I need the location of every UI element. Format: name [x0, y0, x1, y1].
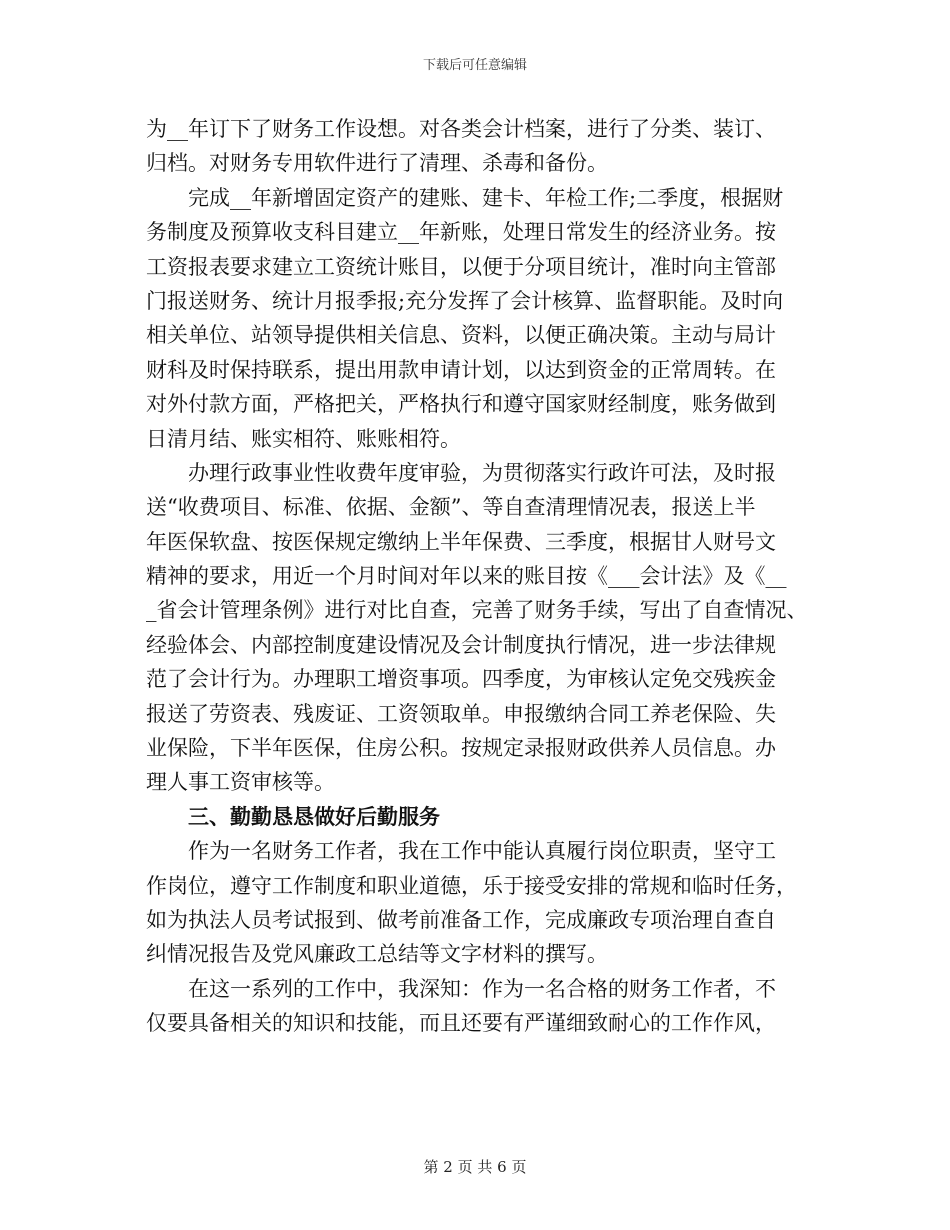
body-line: 办理行政事业性收费年度审验，为贯彻落实行政许可法，及时报	[188, 460, 776, 485]
body-line: 纠情况报告及党风廉政工总结等文字材料的撰写。	[146, 942, 608, 967]
document-body	[146, 112, 816, 1041]
body-line: _省会计管理条例》进行对比自查，完善了财务手续，写出了自查情况、	[146, 598, 808, 623]
body-line: 财科及时保持联系，提出用款申请计划，以达到资金的正常周转。在	[146, 357, 776, 382]
body-line: 门报送财务、统计月报季报;充分发挥了会计核算、监督职能。及时向	[146, 288, 784, 313]
page-footer: 第 2 页 共 6 页	[423, 1158, 527, 1176]
body-line: 工资报表要求建立工资统计账目，以便于分项目统计，准时向主管部	[146, 254, 776, 279]
body-line: 精神的要求，用近一个月时间对年以来的账目按《___会计法》及《__	[146, 564, 787, 589]
body-line: 仅要具备相关的知识和技能，而且还要有严谨细致耐心的工作作风，	[146, 1011, 776, 1036]
body-line: 在这一系列的工作中，我深知：作为一名合格的财务工作者，不	[188, 976, 776, 1001]
body-line: 对外付款方面，严格把关，严格执行和遵守国家财经制度，账务做到	[146, 392, 776, 417]
body-line: 送“收费项目、标准、依据、金额”、等自查清理情况表，报送上半	[146, 495, 756, 520]
body-line: 完成__年新增固定资产的建账、建卡、年检工作;二季度，根据财	[188, 185, 784, 210]
body-line: 作为一名财务工作者，我在工作中能认真履行岗位职责，坚守工	[188, 839, 776, 864]
body-line: 务制度及预算收支科目建立__年新账，处理日常发生的经济业务。按	[146, 220, 776, 245]
body-line: 范了会计行为。办理职工增资事项。四季度，为审核认定免交残疾金	[146, 667, 776, 692]
body-line: 如为执法人员考试报到、做考前准备工作，完成廉政专项治理自查自	[146, 907, 776, 932]
section-heading: 三、勤勤恳恳做好后勤服务	[188, 804, 440, 829]
body-line: 作岗位，遵守工作制度和职业道德，乐于接受安排的常规和临时任务，	[146, 873, 797, 898]
body-line: 归档。对财务专用软件进行了清理、杀毒和备份。	[146, 151, 608, 176]
page-header: 下载后可任意编辑	[422, 58, 527, 73]
body-line: 理人事工资审核等。	[146, 770, 335, 795]
body-line: 报送了劳资表、残废证、工资领取单。申报缴纳合同工养老保险、失	[146, 701, 776, 726]
body-line: 相关单位、站领导提供相关信息、资料，以便正确决策。主动与局计	[146, 323, 776, 348]
body-line: 经验体会、内部控制度建设情况及会计制度执行情况，进一步法律规	[146, 632, 776, 657]
body-line: 年医保软盘、按医保规定缴纳上半年保费、三季度，根据甘人财号文	[146, 529, 776, 554]
body-line: 日清月结、账实相符、账账相符。	[146, 426, 461, 451]
body-line: 为__年订下了财务工作设想。对各类会计档案，进行了分类、装订、	[146, 117, 776, 141]
body-line: 业保险，下半年医保，住房公积。按规定录报财政供养人员信息。办	[146, 736, 776, 761]
